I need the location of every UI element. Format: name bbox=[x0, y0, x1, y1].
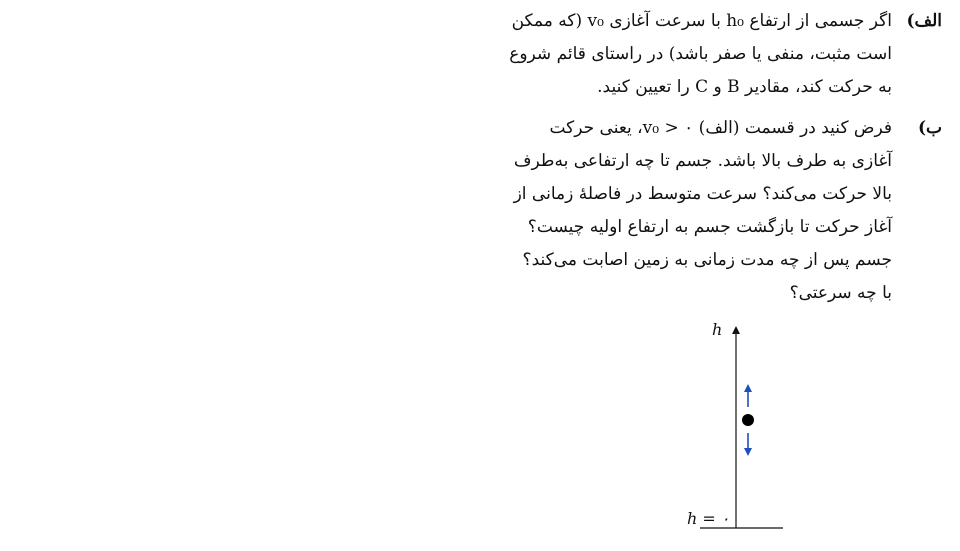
vertical-motion-figure bbox=[670, 310, 800, 545]
part-b-line: بالا حرکت می‌کند؟ سرعت متوسط در فاصلهٔ زمانی از bbox=[513, 184, 892, 204]
part-b-line: آغازی به طرف بالا باشد. جسم تا چه ارتفاعی به‌طرف bbox=[513, 151, 892, 171]
problem-part-b bbox=[512, 112, 942, 312]
part-b-line: آغاز حرکت تا بازگشت جسم به ارتفاع اولیه چیست؟ bbox=[527, 217, 892, 237]
figure-svg bbox=[670, 310, 800, 545]
part-a-line: است مثبت، منفی یا صفر باشد) در راستای قائم شروع bbox=[509, 44, 892, 64]
part-b-line: فرض کنید در قسمت (الف) v₀ > ۰، یعنی حرکت bbox=[549, 118, 892, 138]
problem-part-a bbox=[509, 5, 942, 105]
part-b-line: جسم پس از چه مدت زمانی به زمین اصابت می‌کند؟ bbox=[522, 250, 892, 270]
part-a-label: الف) bbox=[906, 11, 942, 31]
up-arrow-icon bbox=[744, 384, 752, 392]
axis-arrowhead-icon bbox=[732, 326, 740, 334]
part-a-line: به حرکت کند، مقادیر B و C را تعیین کنید. bbox=[597, 77, 892, 97]
part-b-line: با چه سرعتی؟ bbox=[789, 283, 892, 303]
part-a-line: اگر جسمی از ارتفاع h₀ با سرعت آغازی v₀ (که ممکن bbox=[511, 11, 892, 31]
axis-label: h bbox=[712, 320, 723, 339]
down-arrow-icon bbox=[744, 448, 752, 456]
part-b-text bbox=[513, 112, 892, 310]
ground-label: h = ۰ bbox=[687, 509, 730, 528]
ball bbox=[742, 414, 754, 426]
part-b-label: ب) bbox=[917, 118, 942, 138]
part-a-text bbox=[509, 5, 892, 104]
